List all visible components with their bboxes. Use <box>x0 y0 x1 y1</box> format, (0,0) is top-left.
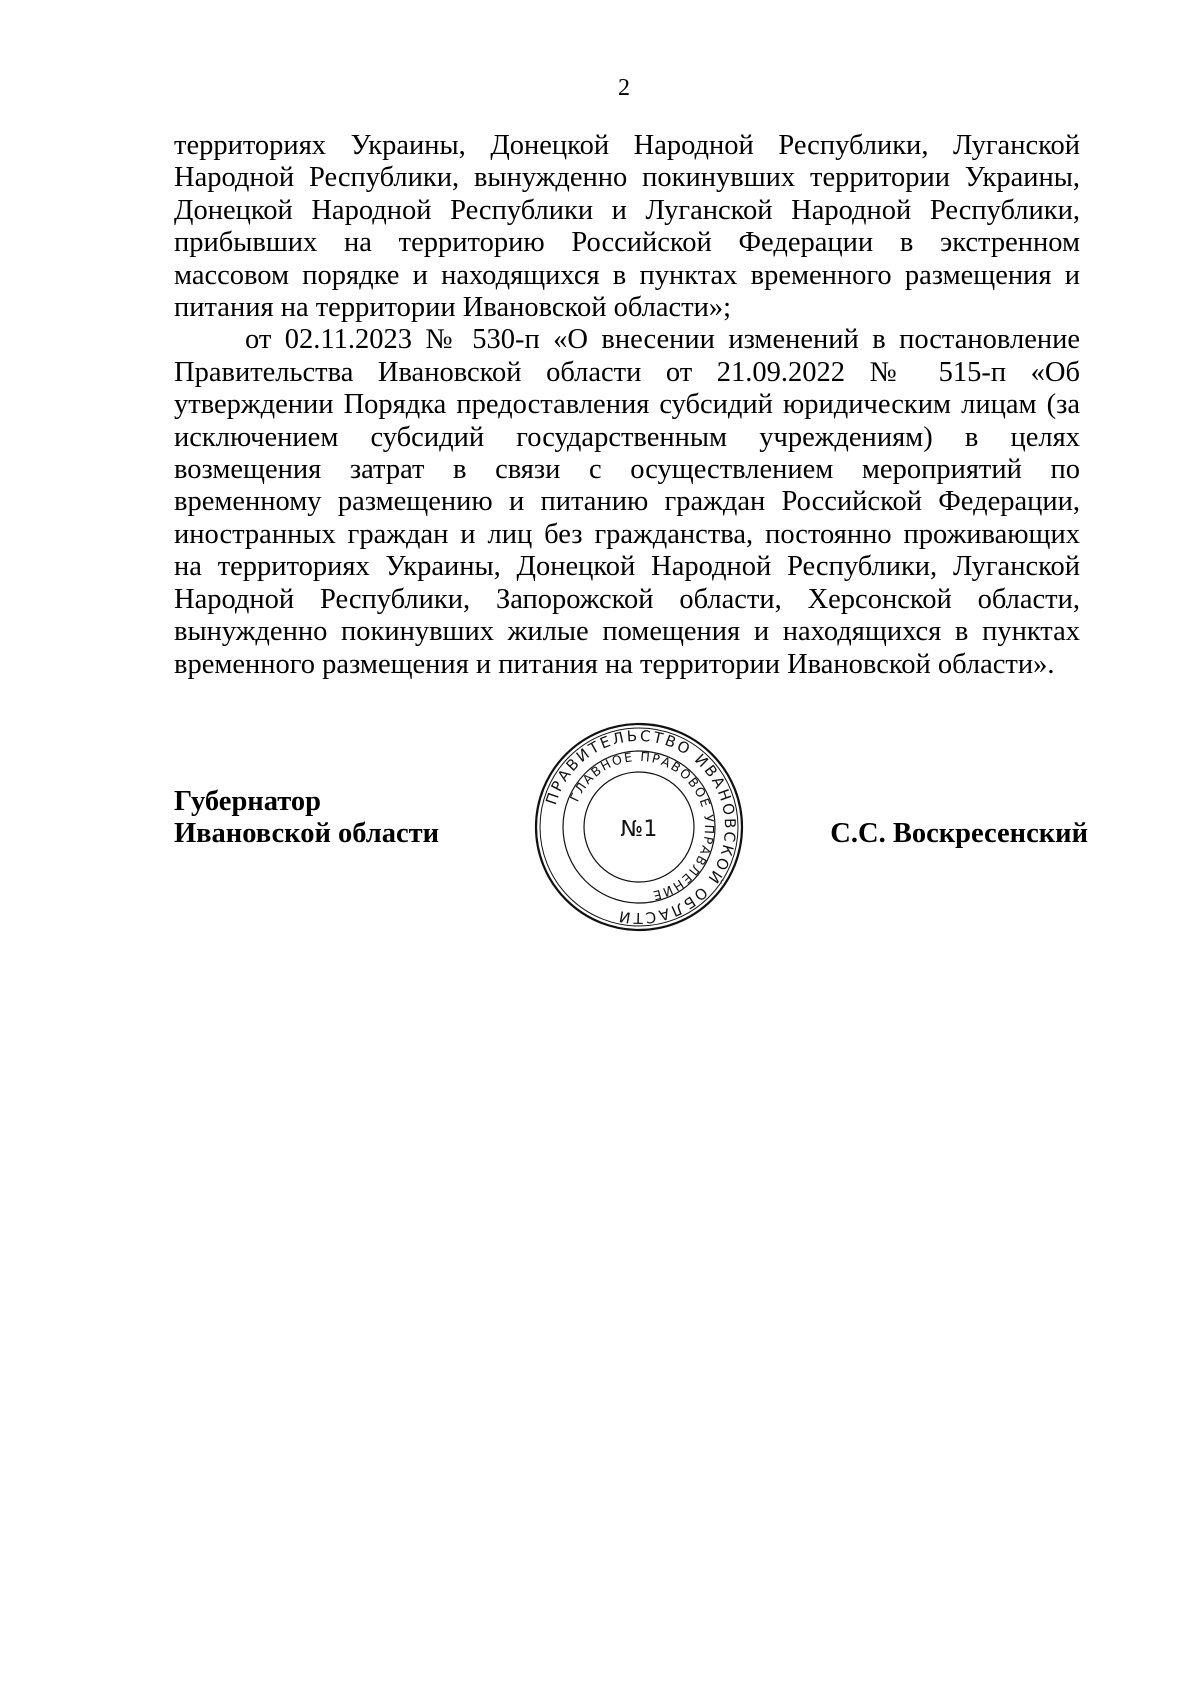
page-number: 2 <box>618 75 630 101</box>
signatory-region: Ивановской области <box>174 818 440 850</box>
paragraph-continuation: территориях Украины, Донецкой Народной Республики, Луганской Народной Республики, вынужденно покинувших территории Украины, Донецкой Народной Республики и Луганской Народной Республики, прибывших на территорию Российской Федерации в экстренном массовом порядке и находящихся в пунктах временного размещения и питания на территории Ивановской области»; <box>174 130 1080 324</box>
seal-center-number: №1 <box>620 817 658 842</box>
signatory-title: Губернатор <box>174 786 321 817</box>
signatory-name: С.С. Воскресенский <box>830 818 1088 849</box>
signatory-position <box>174 786 439 851</box>
official-seal-stamp <box>532 720 746 934</box>
paragraph-amendment: от 02.11.2023 № 530-п «О внесении изменений в постановление Правительства Ивановской области от 21.09.2022 № 515-п «Об утверждении Порядка предоставления субсидий юридическим лицам (за исключением субсидий государственным учреждениям) в целях возмещения затрат в связи с осуществлением мероприятий по временному размещению и питанию граждан Российской Федерации, иностранных граждан и лиц без гражданства, постоянно проживающих на территориях Украины, Донецкой Народной Республики, Луганской Народной Республики, Запорожской области, Херсонской области, вынужденно покинувших жилые помещения и находящихся в пунктах временного размещения и питания на территории Ивановской области». <box>174 324 1080 680</box>
seal-outer-text: ПРАВИТЕЛЬСТВО ИВАНОВСКОЙ ОБЛАСТИ <box>542 726 740 928</box>
document-body <box>174 130 1080 681</box>
seal-inner-text: ГЛАВНОЕ ПРАВОВОЕ УПРАВЛЕНИЕ <box>566 748 718 904</box>
